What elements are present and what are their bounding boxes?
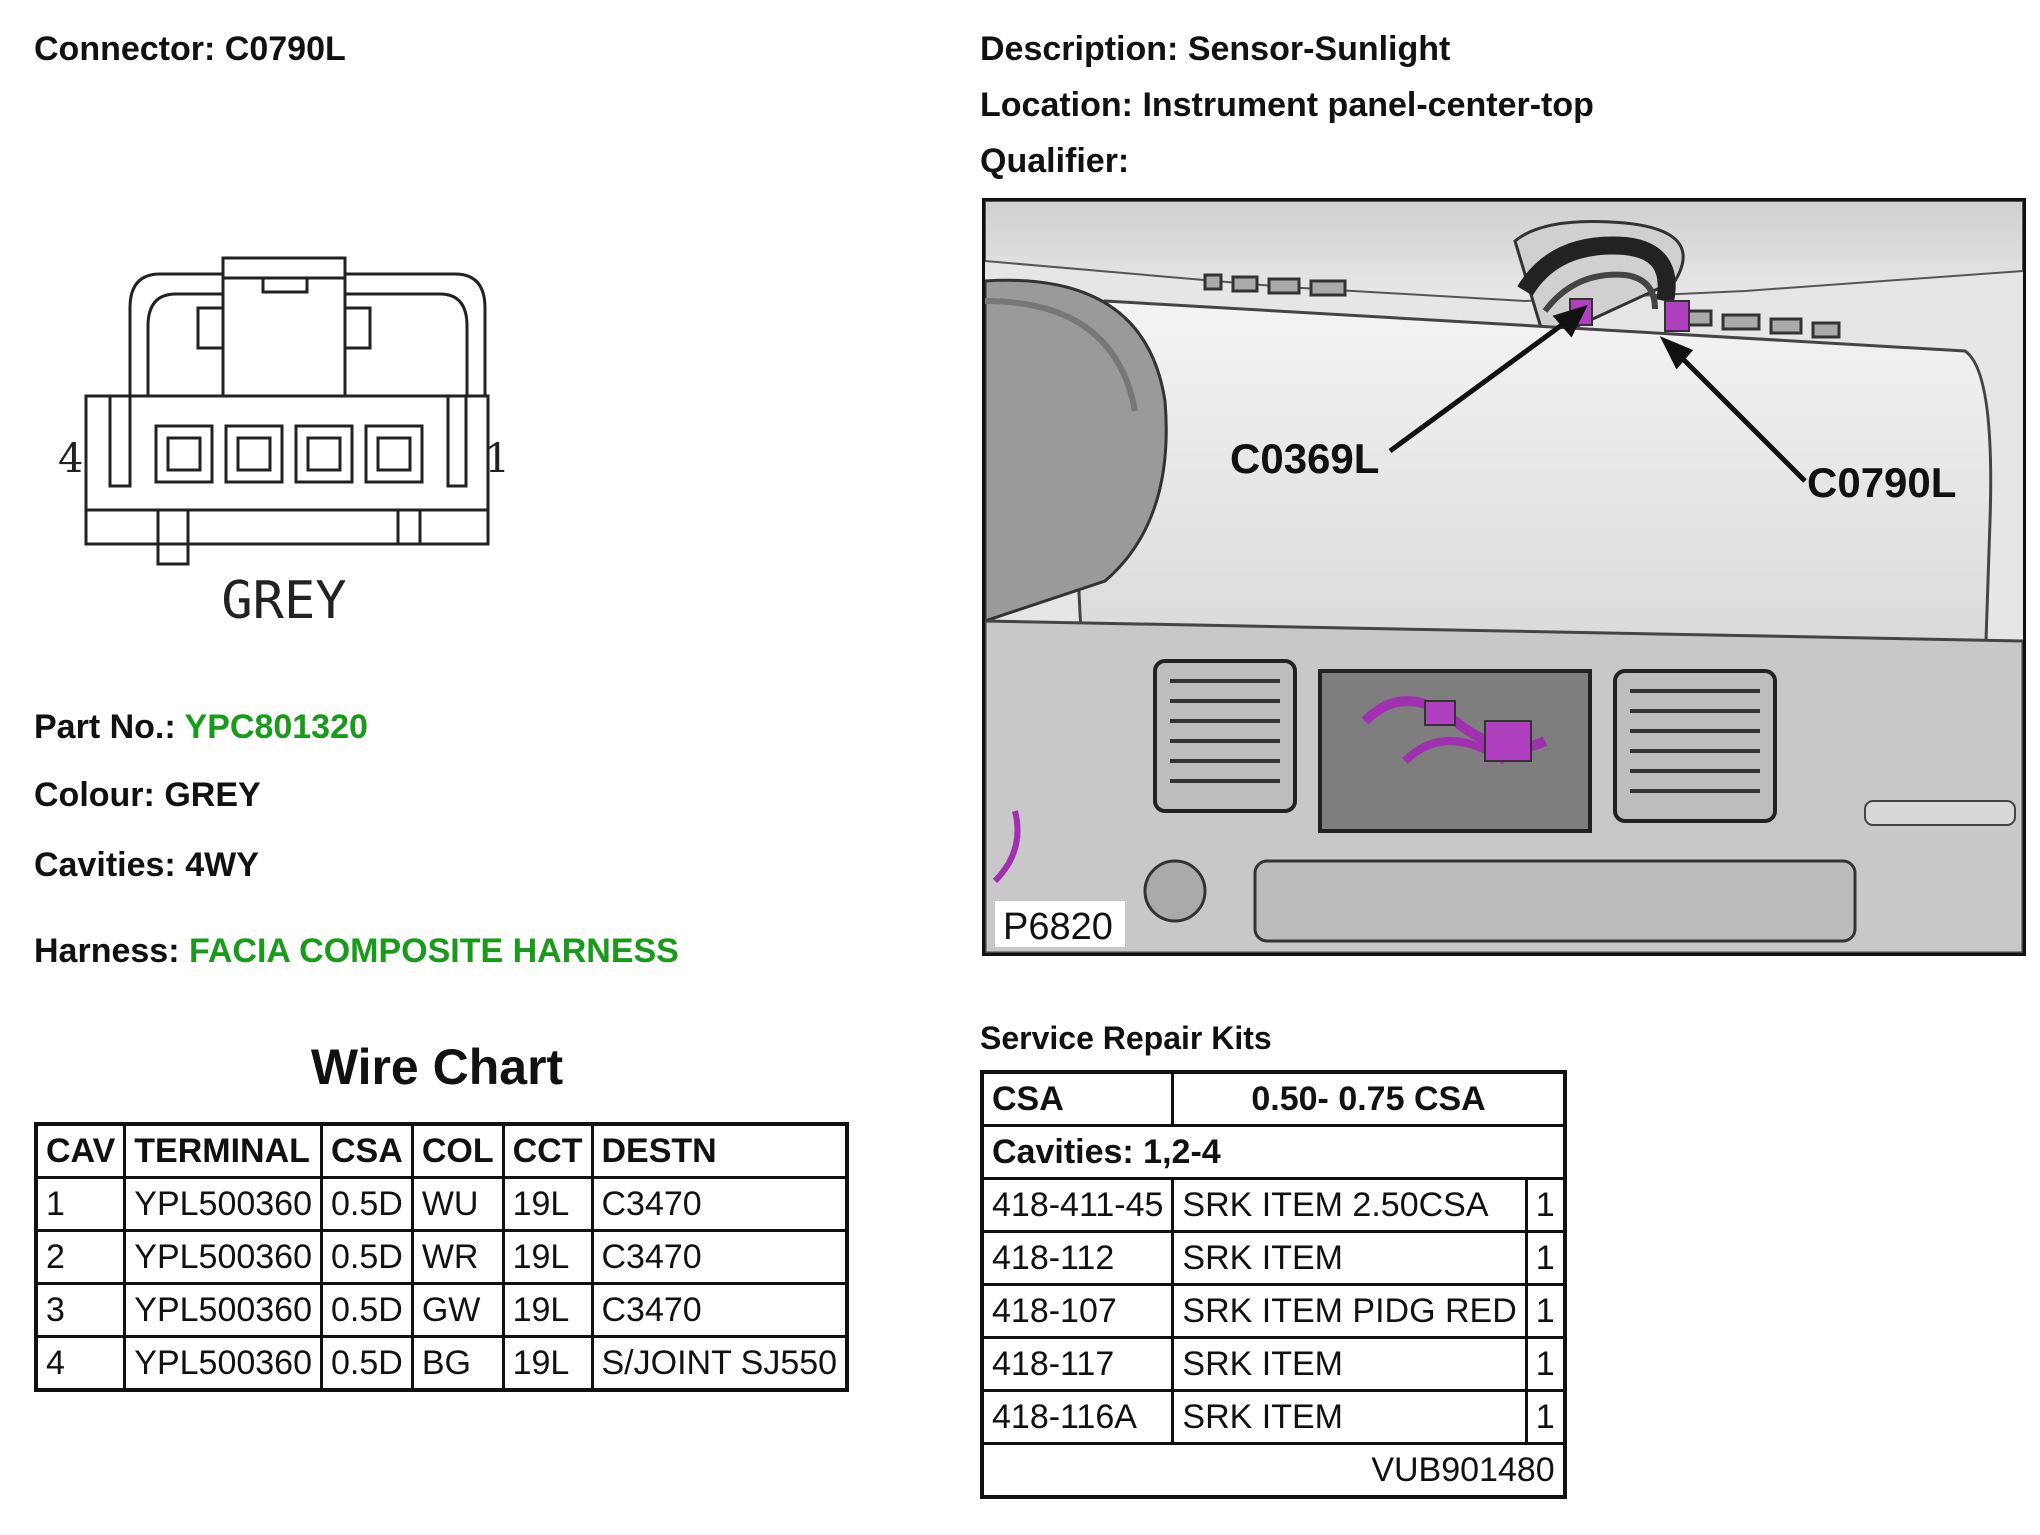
srk-qty: 1 xyxy=(1526,1232,1564,1285)
srk-qty: 1 xyxy=(1526,1391,1564,1444)
harness-row xyxy=(34,932,679,971)
col-csa: CSA xyxy=(322,1124,413,1178)
srk-qty: 1 xyxy=(1526,1285,1564,1338)
cell-csa: 0.5D xyxy=(322,1231,413,1284)
cell-cct: 19L xyxy=(503,1231,592,1284)
connector-color-label: GREY xyxy=(221,571,347,631)
cell-col: BG xyxy=(412,1337,503,1391)
srk-footer: VUB901480 xyxy=(982,1444,1565,1498)
location-photo xyxy=(982,198,2026,956)
srk-code: 418-411-45 xyxy=(982,1179,1173,1232)
cell-cav: 1 xyxy=(36,1178,125,1231)
cell-destn: C3470 xyxy=(592,1178,847,1231)
table-row xyxy=(982,1338,1565,1391)
harness-link[interactable]: FACIA COMPOSITE HARNESS xyxy=(188,932,679,970)
srk-cavities: Cavities: 1,2-4 xyxy=(982,1126,1565,1179)
description-label: Description: xyxy=(980,30,1179,68)
part-label: Part No.: xyxy=(34,708,176,746)
table-row xyxy=(982,1285,1565,1338)
srk-qty: 1 xyxy=(1526,1338,1564,1391)
cell-cav: 3 xyxy=(36,1284,125,1337)
srk-code: 418-116A xyxy=(982,1391,1173,1444)
table-row xyxy=(36,1178,847,1231)
srk-code: 418-117 xyxy=(982,1338,1173,1391)
col-col: COL xyxy=(412,1124,503,1178)
harness-label: Harness: xyxy=(34,932,180,970)
callout-c0790l: C0790L xyxy=(1807,459,1957,506)
connector-value: C0790L xyxy=(224,30,346,68)
srk-code: 418-112 xyxy=(982,1232,1173,1285)
col-cct: CCT xyxy=(503,1124,592,1178)
srk-item: SRK ITEM xyxy=(1173,1338,1526,1391)
srk-item: SRK ITEM PIDG RED xyxy=(1173,1285,1526,1338)
table-row xyxy=(36,1284,847,1337)
cell-terminal: YPL500360 xyxy=(125,1337,322,1391)
cell-cct: 19L xyxy=(503,1284,592,1337)
wire-chart-table xyxy=(34,1122,849,1392)
cell-terminal: YPL500360 xyxy=(125,1231,322,1284)
colour-label: Colour: xyxy=(34,776,155,814)
qualifier-heading: Qualifier: xyxy=(980,142,1130,180)
srk-cavities-row xyxy=(982,1126,1565,1179)
wire-chart-title: Wire Chart xyxy=(310,1039,564,1095)
cell-terminal: YPL500360 xyxy=(125,1178,322,1231)
wire-chart-header-row xyxy=(36,1124,847,1178)
cell-col: WU xyxy=(412,1178,503,1231)
srk-header-row xyxy=(982,1072,1565,1126)
cell-terminal: YPL500360 xyxy=(125,1284,322,1337)
description-heading xyxy=(980,30,1450,69)
cavities-value: 4WY xyxy=(185,846,259,884)
srk-code: 418-107 xyxy=(982,1285,1173,1338)
table-row xyxy=(36,1231,847,1284)
cell-col: WR xyxy=(412,1231,503,1284)
cell-csa: 0.5D xyxy=(322,1337,413,1391)
location-value: Instrument panel-center-top xyxy=(1142,86,1594,124)
table-row xyxy=(982,1179,1565,1232)
table-row xyxy=(982,1232,1565,1285)
srk-header-range: 0.50- 0.75 CSA xyxy=(1173,1072,1565,1126)
pin-right-label: 1 xyxy=(484,436,510,482)
col-destn: DESTN xyxy=(592,1124,847,1178)
part-number xyxy=(34,708,368,747)
connector-heading xyxy=(34,30,346,69)
cavities-label: Cavities: xyxy=(34,846,176,884)
part-link[interactable]: YPC801320 xyxy=(184,708,368,746)
cell-destn: C3470 xyxy=(592,1231,847,1284)
location-label: Location: xyxy=(980,86,1133,124)
col-cav: CAV xyxy=(36,1124,125,1178)
cell-cav: 4 xyxy=(36,1337,125,1391)
table-row xyxy=(982,1391,1565,1444)
pin-left-label: 4 xyxy=(58,436,84,482)
colour-row xyxy=(34,776,261,815)
cell-col: GW xyxy=(412,1284,503,1337)
connector-label: Connector: xyxy=(34,30,216,68)
photo-ref: P6820 xyxy=(1003,906,1113,948)
srk-header-csa: CSA xyxy=(982,1072,1173,1126)
srk-item: SRK ITEM xyxy=(1173,1232,1526,1285)
cell-csa: 0.5D xyxy=(322,1284,413,1337)
cell-cct: 19L xyxy=(503,1178,592,1231)
cell-cct: 19L xyxy=(503,1337,592,1391)
srk-item: SRK ITEM xyxy=(1173,1391,1526,1444)
table-row xyxy=(36,1337,847,1391)
srk-footer-row xyxy=(982,1444,1565,1498)
col-terminal: TERMINAL xyxy=(125,1124,322,1178)
srk-item: SRK ITEM 2.50CSA xyxy=(1173,1179,1526,1232)
connector-diagram xyxy=(40,240,520,650)
dashboard-illustration xyxy=(985,201,2023,953)
srk-qty: 1 xyxy=(1526,1179,1564,1232)
cell-cav: 2 xyxy=(36,1231,125,1284)
colour-value: GREY xyxy=(164,776,261,814)
cell-csa: 0.5D xyxy=(322,1178,413,1231)
srk-table xyxy=(980,1070,1567,1499)
srk-title: Service Repair Kits xyxy=(980,1020,1272,1056)
cell-destn: S/JOINT SJ550 xyxy=(592,1337,847,1391)
description-value: Sensor-Sunlight xyxy=(1187,30,1451,68)
cell-destn: C3470 xyxy=(592,1284,847,1337)
callout-c0369l: C0369L xyxy=(1230,435,1380,482)
location-heading xyxy=(980,86,1594,125)
cavities-row xyxy=(34,846,259,885)
